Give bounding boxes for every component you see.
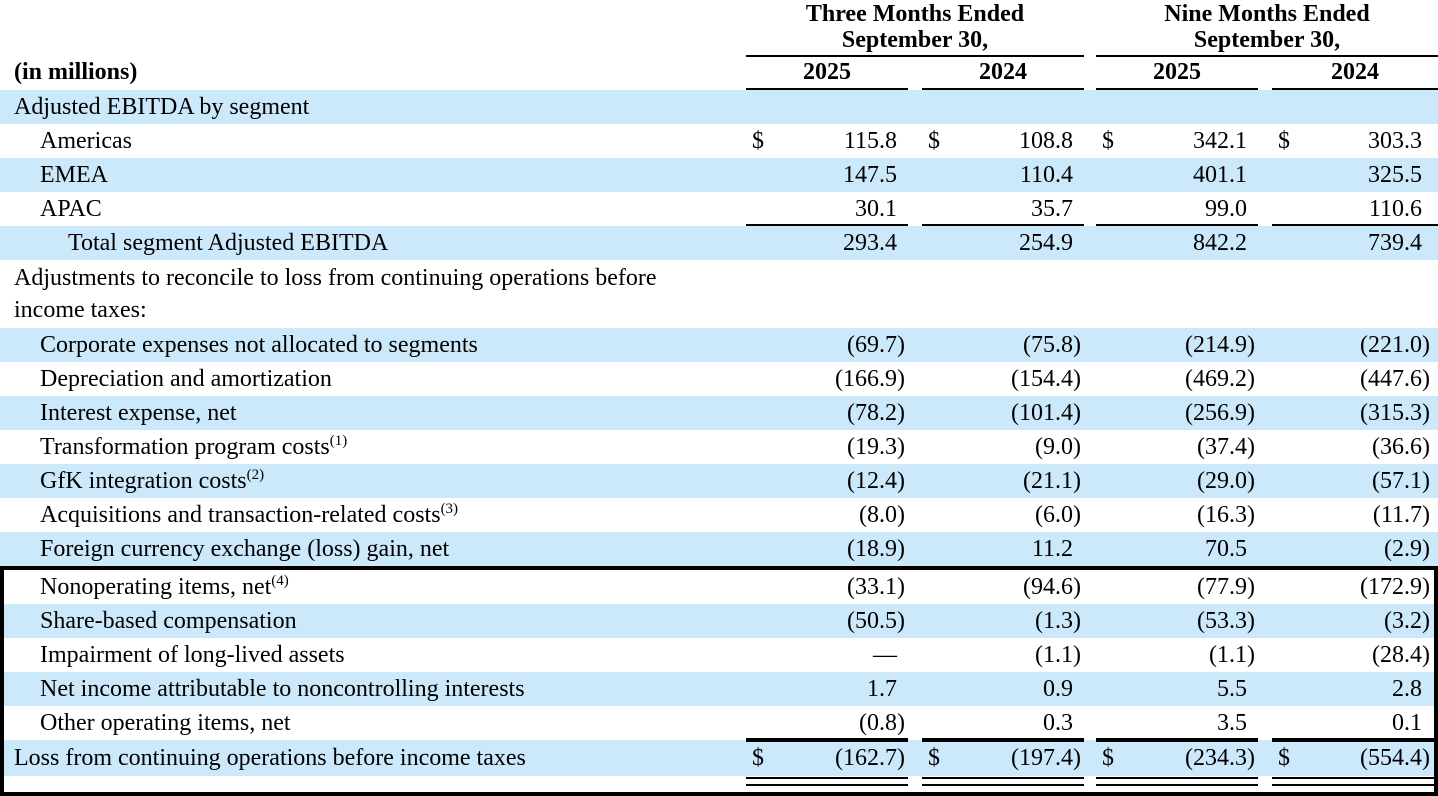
currency-symbol: $ — [746, 740, 780, 776]
footnote-superscript: (4) — [271, 573, 289, 589]
value-cell: (33.1) — [847, 574, 905, 600]
currency-symbol — [1272, 706, 1306, 740]
column-gap — [908, 57, 922, 90]
table-body — [0, 90, 1438, 788]
currency-symbol — [922, 158, 956, 192]
value-cell: (8.0) — [859, 502, 905, 528]
value-cell: (0.8) — [780, 706, 908, 740]
column-gap — [908, 740, 922, 776]
unit-label: (in millions) — [14, 59, 138, 85]
value-cell: (19.3) — [847, 434, 905, 460]
currency-symbol — [922, 430, 956, 464]
column-gap — [1258, 570, 1272, 604]
column-gap — [908, 124, 922, 158]
double-rule-spacer — [0, 776, 746, 788]
value-cell: 0.9 — [1043, 676, 1073, 702]
row-label-cell — [0, 672, 746, 706]
column-gap — [908, 638, 922, 672]
column-gap — [1084, 706, 1096, 740]
column-gap — [908, 328, 922, 362]
value-cell: 70.5 — [1205, 536, 1247, 562]
table-row — [0, 430, 1438, 464]
column-gap — [1084, 464, 1096, 498]
column-group-title-line1: Nine Months Ended — [1164, 1, 1370, 27]
footnote-superscript: (1) — [329, 433, 348, 449]
column-gap — [1084, 532, 1096, 566]
column-gap — [1258, 498, 1272, 532]
currency-symbol — [1096, 328, 1130, 362]
currency-symbol — [1096, 706, 1130, 740]
table-row — [0, 124, 1438, 158]
column-gap — [908, 430, 922, 464]
value-cell — [1306, 90, 1438, 124]
value-cell: 1.7 — [867, 676, 897, 702]
value-cell: (78.2) — [847, 400, 905, 426]
year-header: 2025 — [746, 57, 908, 90]
table-row — [0, 192, 1438, 226]
currency-symbol — [746, 226, 780, 260]
value-cell: 293.4 — [843, 230, 897, 256]
column-group-title-line2: September 30, — [1193, 27, 1341, 53]
row-label: Adjusted EBITDA by segment — [14, 94, 310, 120]
value-cell — [780, 260, 908, 328]
row-label: Transformation program costs — [40, 434, 330, 460]
currency-symbol — [922, 498, 956, 532]
currency-symbol — [746, 260, 780, 328]
value-cell: (172.9) — [1360, 574, 1430, 600]
currency-symbol — [922, 604, 956, 638]
row-label: Loss from continuing operations before income taxes — [14, 745, 526, 771]
currency-symbol — [1096, 430, 1130, 464]
currency-symbol — [1096, 192, 1130, 226]
column-gap — [908, 396, 922, 430]
double-rule — [746, 776, 908, 788]
row-label-cell — [0, 328, 746, 362]
currency-symbol: $ — [1096, 740, 1130, 776]
currency-symbol — [1272, 396, 1306, 430]
table-row — [0, 90, 1438, 124]
currency-symbol — [746, 192, 780, 226]
value-cell: 0.3 — [956, 706, 1084, 740]
row-label-cell — [0, 226, 746, 260]
row-label: Net income attributable to noncontrolling interests — [40, 676, 525, 702]
value-cell: (315.3) — [1360, 400, 1430, 426]
currency-symbol — [746, 638, 780, 672]
double-rule-row — [0, 776, 1438, 788]
currency-symbol — [1272, 192, 1306, 226]
value-cell: 35.7 — [956, 192, 1084, 226]
value-cell: (1.3) — [1035, 608, 1081, 634]
value-cell: 11.2 — [1031, 536, 1073, 562]
currency-symbol — [746, 396, 780, 430]
table-row — [0, 570, 1438, 604]
column-gap — [1258, 192, 1272, 226]
value-cell: (69.7) — [847, 332, 905, 358]
double-rule — [1096, 776, 1258, 788]
currency-symbol — [1272, 430, 1306, 464]
value-cell: 0.1 — [1306, 706, 1438, 740]
value-cell: (166.9) — [835, 366, 905, 392]
value-cell: 147.5 — [843, 162, 897, 188]
column-gap — [1084, 57, 1096, 90]
column-gap — [1084, 124, 1096, 158]
table-row — [0, 706, 1438, 740]
column-gap — [1084, 90, 1096, 124]
row-label: EMEA — [40, 162, 108, 188]
column-group-three-months — [746, 1, 1084, 57]
currency-symbol — [1096, 396, 1130, 430]
value-cell — [780, 90, 908, 124]
currency-symbol — [1272, 328, 1306, 362]
currency-symbol — [746, 430, 780, 464]
table-row — [0, 396, 1438, 430]
value-cell: 842.2 — [1193, 230, 1247, 256]
value-cell: 30.1 — [780, 192, 908, 226]
value-cell: (162.7) — [780, 740, 908, 776]
row-label-cell — [0, 570, 746, 604]
column-gap — [1258, 226, 1272, 260]
currency-symbol — [746, 706, 780, 740]
column-gap — [1084, 604, 1096, 638]
row-label-cell — [0, 638, 746, 672]
column-gap — [1084, 226, 1096, 260]
currency-symbol — [746, 498, 780, 532]
column-gap — [908, 604, 922, 638]
value-cell — [956, 90, 1084, 124]
currency-symbol — [746, 532, 780, 566]
column-gap — [908, 226, 922, 260]
currency-symbol — [1272, 672, 1306, 706]
row-label-cell — [0, 158, 746, 192]
currency-symbol — [746, 672, 780, 706]
footnote-superscript: (2) — [246, 467, 265, 483]
column-gap — [1084, 260, 1096, 328]
currency-symbol — [1272, 638, 1306, 672]
column-gap — [1084, 498, 1096, 532]
value-cell — [1306, 260, 1438, 328]
value-cell: 2.8 — [1392, 676, 1422, 702]
value-cell: (101.4) — [1011, 400, 1081, 426]
column-gap — [908, 776, 922, 788]
table-row — [0, 260, 1438, 328]
row-label: GfK integration costs — [40, 468, 247, 494]
table-row — [0, 604, 1438, 638]
currency-symbol — [922, 672, 956, 706]
value-cell: (447.6) — [1360, 366, 1430, 392]
value-cell: (11.7) — [1372, 502, 1430, 528]
table-row — [0, 672, 1438, 706]
column-gap — [1084, 638, 1096, 672]
row-label-cell — [0, 430, 746, 464]
row-label-cell — [0, 464, 746, 498]
value-cell: (29.0) — [1197, 468, 1255, 494]
column-gap — [1084, 396, 1096, 430]
column-gap — [1084, 158, 1096, 192]
year-header: 2024 — [922, 57, 1084, 90]
value-cell: 303.3 — [1368, 128, 1422, 154]
column-gap — [1258, 638, 1272, 672]
value-cell: (154.4) — [1011, 366, 1081, 392]
currency-symbol — [922, 192, 956, 226]
currency-symbol — [922, 532, 956, 566]
column-gap — [1258, 90, 1272, 124]
column-gap — [1258, 776, 1272, 788]
row-label: Depreciation and amortization — [40, 366, 332, 392]
value-cell: (57.1) — [1372, 468, 1430, 494]
value-cell: (28.4) — [1372, 642, 1430, 668]
table-row — [0, 464, 1438, 498]
column-gap — [1084, 362, 1096, 396]
currency-symbol — [922, 362, 956, 396]
row-label: Share-based compensation — [40, 608, 297, 634]
row-label-cell — [0, 362, 746, 396]
column-gap — [1258, 706, 1272, 740]
value-cell: (234.3) — [1130, 740, 1258, 776]
value-cell: (2.9) — [1384, 536, 1430, 562]
row-label-cell — [0, 498, 746, 532]
column-gap — [908, 90, 922, 124]
column-gap — [1258, 672, 1272, 706]
column-gap — [1258, 362, 1272, 396]
footnote-superscript: (3) — [440, 501, 459, 517]
currency-symbol — [746, 464, 780, 498]
double-rule — [922, 776, 1084, 788]
table-row — [0, 740, 1438, 776]
value-cell: (36.6) — [1372, 434, 1430, 460]
currency-symbol — [1272, 464, 1306, 498]
value-cell: (3.2) — [1384, 608, 1430, 634]
currency-symbol — [922, 638, 956, 672]
value-cell: (50.5) — [847, 608, 905, 634]
table-row — [0, 328, 1438, 362]
row-label: Acquisitions and transaction-related costs — [40, 502, 441, 528]
value-cell: (1.1) — [1209, 642, 1255, 668]
value-cell: (18.9) — [847, 536, 905, 562]
column-gap — [1084, 192, 1096, 226]
column-gap — [1258, 740, 1272, 776]
currency-symbol — [1096, 226, 1130, 260]
currency-symbol — [922, 464, 956, 498]
currency-symbol — [746, 362, 780, 396]
currency-symbol — [1272, 604, 1306, 638]
currency-symbol — [1272, 498, 1306, 532]
value-cell — [1130, 90, 1258, 124]
currency-symbol — [746, 158, 780, 192]
currency-symbol — [1096, 570, 1130, 604]
currency-symbol — [1272, 362, 1306, 396]
row-label-cell — [0, 90, 746, 124]
row-label: Corporate expenses not allocated to segments — [40, 332, 478, 358]
currency-symbol — [1272, 158, 1306, 192]
value-cell: 254.9 — [1019, 230, 1073, 256]
table-row — [0, 638, 1438, 672]
column-gap — [908, 498, 922, 532]
row-label: Americas — [40, 128, 132, 154]
column-gap — [1258, 158, 1272, 192]
currency-symbol — [1096, 260, 1130, 328]
value-cell: 342.1 — [1193, 128, 1247, 154]
row-label-cell — [0, 604, 746, 638]
column-gap — [1084, 430, 1096, 464]
column-gap — [908, 192, 922, 226]
year-header: 2024 — [1272, 57, 1438, 90]
value-cell: (16.3) — [1197, 502, 1255, 528]
value-cell: (12.4) — [847, 468, 905, 494]
row-label-cell — [0, 260, 746, 328]
value-cell: 108.8 — [1019, 128, 1073, 154]
column-gap — [1084, 776, 1096, 788]
value-cell: 401.1 — [1193, 162, 1247, 188]
value-cell: (37.4) — [1197, 434, 1255, 460]
column-gap — [1084, 672, 1096, 706]
value-cell: 3.5 — [1130, 706, 1258, 740]
row-label: APAC — [40, 196, 102, 222]
value-cell: (9.0) — [1035, 434, 1081, 460]
table-row — [0, 532, 1438, 566]
currency-symbol: $ — [1102, 128, 1114, 154]
row-label-cell — [0, 740, 746, 776]
column-gap — [1258, 396, 1272, 430]
value-cell — [1130, 260, 1258, 328]
year-header: 2025 — [1096, 57, 1258, 90]
row-label-cell — [0, 192, 746, 226]
row-label: Adjustments to reconcile to loss from continuing operations before income taxes: — [14, 265, 657, 323]
value-cell: (75.8) — [1023, 332, 1081, 358]
column-group-header-row — [0, 0, 1438, 57]
value-cell: (221.0) — [1360, 332, 1430, 358]
column-gap — [1258, 124, 1272, 158]
table-row — [0, 498, 1438, 532]
row-label: Interest expense, net — [40, 400, 237, 426]
column-gap — [908, 672, 922, 706]
currency-symbol — [1096, 672, 1130, 706]
value-cell: (197.4) — [956, 740, 1084, 776]
currency-symbol — [1096, 362, 1130, 396]
column-gap — [908, 532, 922, 566]
column-gap — [1258, 260, 1272, 328]
value-cell: 739.4 — [1368, 230, 1422, 256]
currency-symbol — [1096, 464, 1130, 498]
currency-symbol: $ — [1272, 740, 1306, 776]
column-gap — [1258, 430, 1272, 464]
value-cell: (554.4) — [1306, 740, 1438, 776]
value-cell: 325.5 — [1368, 162, 1422, 188]
currency-symbol — [1096, 604, 1130, 638]
currency-symbol — [746, 90, 780, 124]
column-gap — [908, 464, 922, 498]
row-label-cell — [0, 396, 746, 430]
value-cell — [956, 260, 1084, 328]
row-label: Impairment of long-lived assets — [40, 642, 345, 668]
value-cell: (1.1) — [1035, 642, 1081, 668]
column-gap — [908, 706, 922, 740]
column-gap — [1258, 532, 1272, 566]
value-cell: 5.5 — [1217, 676, 1247, 702]
column-group-title-line1: Three Months Ended — [805, 1, 1025, 27]
value-cell: (21.1) — [1023, 468, 1081, 494]
currency-symbol — [1096, 90, 1130, 124]
currency-symbol — [922, 226, 956, 260]
currency-symbol — [922, 90, 956, 124]
column-gap — [908, 260, 922, 328]
currency-symbol — [1272, 260, 1306, 328]
value-cell: 115.8 — [843, 128, 897, 154]
currency-symbol — [1096, 532, 1130, 566]
currency-symbol — [922, 706, 956, 740]
currency-symbol — [922, 260, 956, 328]
column-gap — [1258, 464, 1272, 498]
column-gap — [1258, 328, 1272, 362]
column-gap — [908, 158, 922, 192]
row-label: Total segment Adjusted EBITDA — [68, 230, 389, 256]
row-label: Other operating items, net — [40, 710, 291, 736]
currency-symbol — [1096, 498, 1130, 532]
value-cell: 110.6 — [1306, 192, 1438, 226]
currency-symbol: $ — [1278, 128, 1290, 154]
currency-symbol: $ — [922, 740, 956, 776]
row-label-cell — [0, 124, 746, 158]
currency-symbol — [922, 396, 956, 430]
year-header-row — [0, 57, 1438, 90]
value-cell: (53.3) — [1197, 608, 1255, 634]
currency-symbol — [1272, 226, 1306, 260]
currency-symbol — [922, 570, 956, 604]
column-gap — [1084, 328, 1096, 362]
currency-symbol — [746, 604, 780, 638]
column-gap — [908, 362, 922, 396]
value-cell: (256.9) — [1185, 400, 1255, 426]
row-label: Nonoperating items, net — [40, 574, 272, 600]
value-cell: — — [873, 642, 897, 668]
column-gap — [908, 570, 922, 604]
column-group-nine-months — [1096, 1, 1438, 57]
table-row — [0, 362, 1438, 396]
table-header — [0, 0, 1438, 90]
currency-symbol — [1096, 638, 1130, 672]
column-gap — [1258, 604, 1272, 638]
row-label: Foreign currency exchange (loss) gain, net — [40, 536, 450, 562]
row-label-cell — [0, 706, 746, 740]
column-gap — [1084, 570, 1096, 604]
currency-symbol: $ — [928, 128, 940, 154]
value-cell: (94.6) — [1023, 574, 1081, 600]
row-label-cell — [0, 532, 746, 566]
value-cell: (214.9) — [1185, 332, 1255, 358]
value-cell: (469.2) — [1185, 366, 1255, 392]
currency-symbol — [1272, 90, 1306, 124]
column-gap — [1258, 57, 1272, 90]
currency-symbol — [1096, 158, 1130, 192]
currency-symbol: $ — [752, 128, 764, 154]
value-cell: (77.9) — [1197, 574, 1255, 600]
currency-symbol — [1272, 532, 1306, 566]
currency-symbol — [746, 570, 780, 604]
value-cell: (6.0) — [1035, 502, 1081, 528]
double-rule — [1272, 776, 1438, 788]
value-cell: 110.4 — [1019, 162, 1073, 188]
column-group-title-line2: September 30, — [841, 27, 989, 53]
table-row — [0, 158, 1438, 192]
table-row — [0, 226, 1438, 260]
value-cell: 99.0 — [1130, 192, 1258, 226]
currency-symbol — [922, 328, 956, 362]
currency-symbol — [1272, 570, 1306, 604]
column-gap — [1084, 740, 1096, 776]
currency-symbol — [746, 328, 780, 362]
